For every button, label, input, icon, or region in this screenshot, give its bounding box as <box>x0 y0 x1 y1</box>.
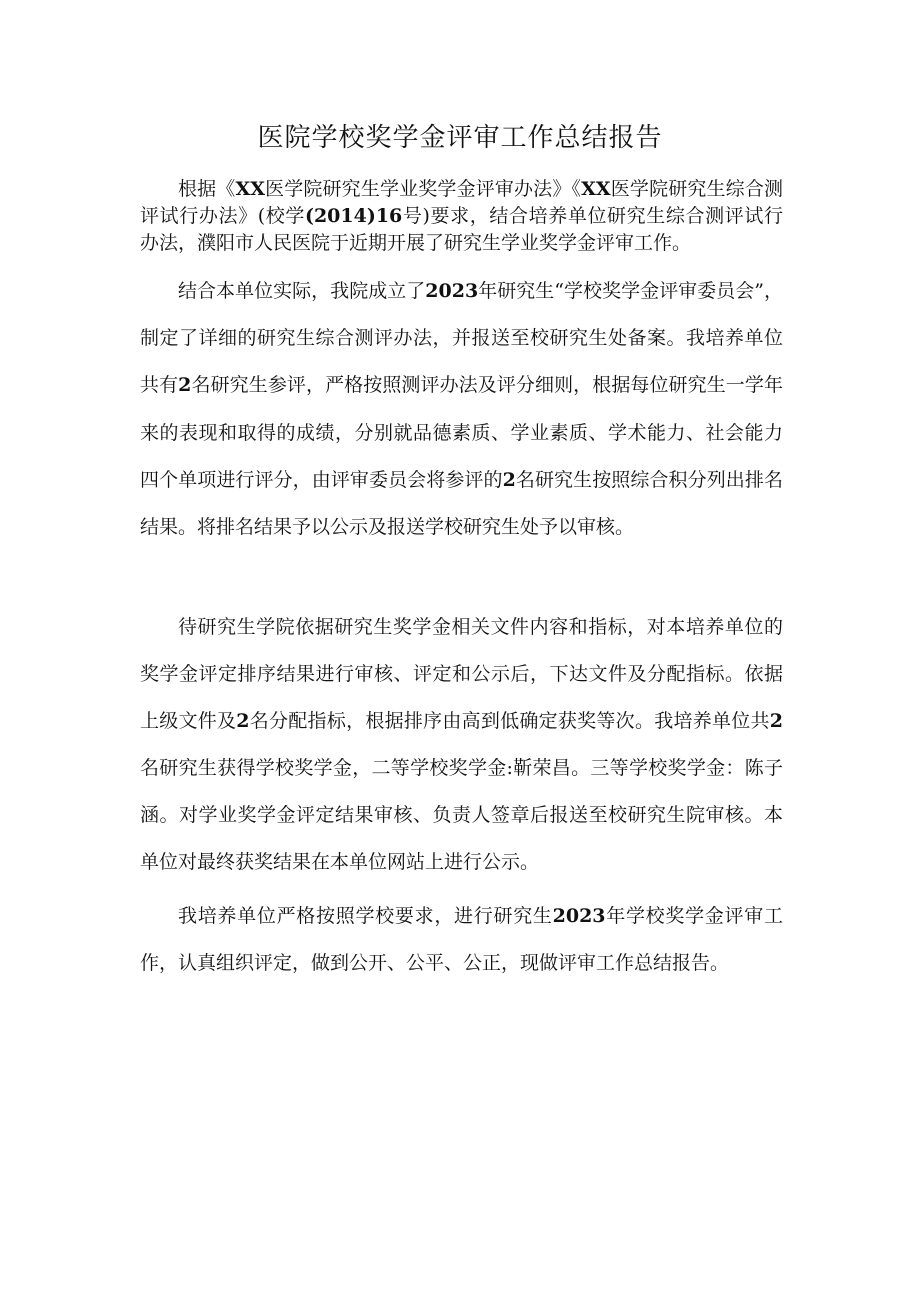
paragraph-segment-bold: 2 <box>769 710 783 732</box>
paragraph-segment: 根据《 <box>178 178 236 200</box>
paragraph-2 <box>140 268 783 551</box>
paragraph-segment: 待研究生学院依据研究生奖学金相关文件内容和指标，对本培养单位的奖学金评定排序结果进行审核、评定和公示后，下达文件及分配指标。依据上级文件及 <box>140 616 783 732</box>
paragraph-segment-bold: 2 <box>502 468 516 491</box>
paragraph-segment-bold: 2 <box>178 374 192 397</box>
paragraph-segment: 名研究生获得学校奖学金，二等学校奖学金:靳荣昌。三等学校奖学金：陈子涵。对学业奖学金评定结果审核、负责人签章后报送至校研究生院审核。本单位对最终获奖结果在本单位网站上进行公示。 <box>140 757 783 873</box>
paragraph-segment: 年学校奖学金评审工作，认真组织评定，做到公开、公平、公正，现做评审工作总结报告。 <box>140 905 783 974</box>
paragraph-segment: 号)要求，结合培养单位研究生综合测评试行办法，濮阳市人民医院于近期开展了研究生学业奖学金评审工作。 <box>140 205 783 254</box>
paragraph-segment: 我培养单位严格按照学校要求，进行研究生 <box>178 905 553 927</box>
paragraph-segment-bold: XX <box>235 178 265 200</box>
paragraph-segment: 名分配指标，根据排序由高到低确定获奖等次。我培养单位共 <box>249 710 770 732</box>
paragraph-segment-bold: 2 <box>236 710 250 732</box>
paragraph-1 <box>140 176 783 257</box>
paragraph-segment: 年研究生“学校奖学金评审委员会”，制定了详细的研究生综合测评办法，并报送至校研究生处备案。我培养单位共有 <box>140 280 783 397</box>
paragraph-segment-bold: (2014)16 <box>304 205 403 227</box>
paragraph-segment: 名研究生按照综合积分列出排名结果。将排名结果予以公示及报送学校研究生处予以审核。 <box>140 468 783 539</box>
paragraph-segment-bold: 2023 <box>425 280 479 302</box>
paragraph-segment: 医学院研究生学业奖学金评审办法》《 <box>264 178 582 200</box>
paragraph-4 <box>140 893 783 987</box>
paragraph-3 <box>140 604 783 886</box>
paragraph-segment-bold: XX <box>581 178 611 200</box>
paragraph-segment: 结合本单位实际，我院成立了 <box>178 280 426 302</box>
paragraph-segment: 名研究生参评，严格按照测评办法及评分细则，根据每位研究生一学年来的表现和取得的成绩，分别就品德素质、学业素质、学术能力、社会能力四个单项进行评分，由评审委员会将参评的 <box>140 374 783 491</box>
document-title: 医院学校奖学金评审工作总结报告 <box>257 123 663 153</box>
paragraph-segment: 医学院研究生综合测评试行办法》(校学 <box>140 178 783 227</box>
paragraph-segment-bold: 2023 <box>552 905 606 927</box>
